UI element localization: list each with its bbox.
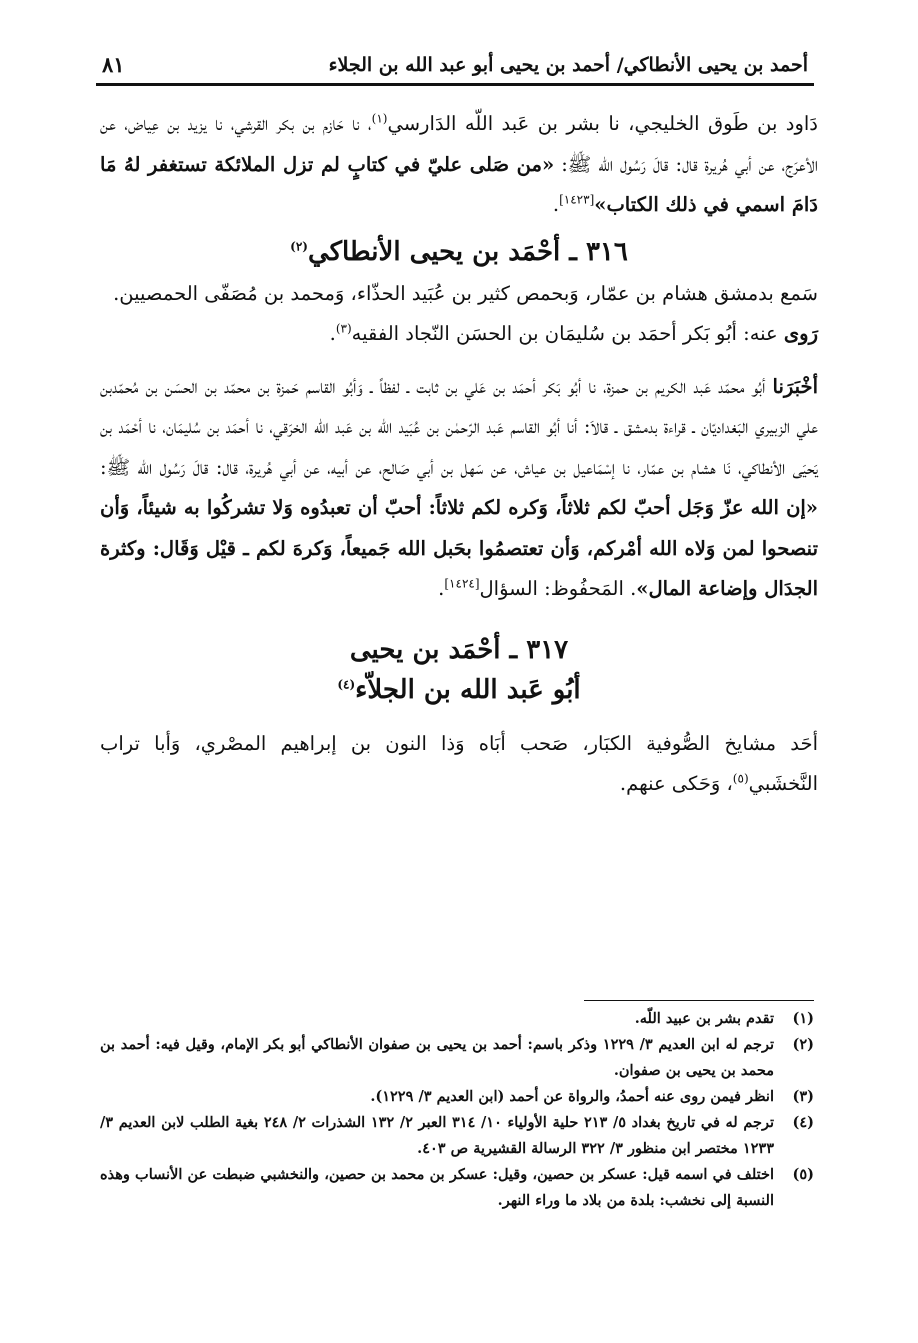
paragraph-text: دَاود بن طَوق الخليجي، نا بشر بن عَبد اللّه الدَارسي — [387, 112, 818, 135]
footnote-text: تقدم بشر بن عبيد اللّه. — [634, 1010, 774, 1027]
footnote-ref: (٢) — [290, 238, 308, 253]
main-text — [100, 104, 818, 805]
footnote — [100, 1006, 814, 1032]
paragraph-text: ، وَحَكى عنهم. — [619, 772, 733, 795]
footnote — [100, 1032, 814, 1084]
footnote-number: (٣) — [792, 1088, 814, 1105]
entry-title: ٣١٦ ـ أحْمَد بن يحيى الأنطاكي — [307, 236, 628, 267]
paragraph-text: . — [329, 322, 336, 345]
hadith-number: [١٤٢٤] — [444, 576, 480, 591]
hadith-quote: «إن الله عزّ وَجَل أحبّ لكم ثلاثاً، وَكره لكم ثلاثاً: أحبّ أن تعبدُوه وَلا تشركُوا به شيئاً، وَأن تنصحوا لمن وَلاه الله أمْركم، وَأن تعتصمُوا بحَبل الله جَميعاً، وَكرهَ لكم ـ قيْل وَقَال: وكثرة الجدَال وإضاعة المال» — [100, 496, 818, 600]
footnote-ref: (٤) — [337, 676, 356, 691]
page-header — [96, 46, 814, 86]
footnote-number: (٢) — [792, 1036, 814, 1053]
paragraph-label: رَوى — [783, 322, 818, 345]
entry-subtitle-text: أبُو عَبد الله بن الجلاّء — [355, 674, 581, 705]
entry-subtitle — [100, 670, 818, 710]
hadith-number: [١٤٢٣] — [559, 192, 595, 207]
entry-heading-316 — [100, 232, 818, 272]
running-head: أحمد بن يحيى الأنطاكي/ أحمد بن يحيى أبو عبد الله بن الجلاء — [328, 53, 808, 76]
paragraph-hadith-2 — [100, 367, 818, 610]
paragraph-label: أخْبَرَنا — [772, 374, 818, 398]
footnote — [100, 1110, 814, 1162]
footnote-ref: (٥) — [732, 771, 749, 786]
footnote-ref: (١) — [371, 111, 388, 126]
entry-title: ٣١٧ ـ أحْمَد بن يحيى — [349, 634, 569, 665]
footnote-divider — [584, 1000, 814, 1001]
spacer — [100, 355, 818, 367]
paragraph-text: . المَحفُوظ: السؤال — [479, 577, 637, 600]
paragraph-text: عنه: أبُو بَكر أحمَد بن سُليمَان بن الحسَن النّجاد الفقيه — [351, 322, 784, 345]
footnotes — [100, 1006, 814, 1214]
footnote-number: (٤) — [792, 1114, 814, 1131]
paragraph-biography-317 — [100, 724, 818, 805]
entry-heading-317 — [100, 630, 818, 710]
paragraph-narrators — [100, 314, 818, 355]
footnote-text: اختلف في اسمه قيل: عسكر بن حصين، وقيل: عسكر بن محمد بن حصين، والنخشبي ضبطت عن الأنساب وهذه النسبة إلى نخشب: بلدة من بلاد ما وراء النهر. — [100, 1166, 774, 1209]
footnote-number: (٥) — [792, 1166, 814, 1183]
paragraph-text: ، نا حَازم بن بكر القرشي، نا يزيد بن عِياض، عن الأعرَج، عن أبي هُريرة قال: قالَ رَسُول الله ﷺ: — [100, 112, 819, 176]
paragraph-text: . — [438, 577, 445, 600]
paragraph-text: أبُو محمّد عَبد الكريم بن حمزة، نا أبُو بَكر أحمَد بن عَلي بن ثابت ـ لفظاً ـ وَأبُو القاسم حَمزة بن محمّد بن الحسَن بن مُحمّدبن علي الزبيري البَغداديّان ـ قراءة بدمشق ـ قالاَ: أنا أبُو القاسم عَبد الرّحمٰن بن عُبَيد اللّه بن عَبد اللّه الخرَقي، نا أحمَد بن سُليمَان، نا أحْمَد بن يَحيَى الأنطاكي، نَا هشام بن عمّار، نا إسْمَاعيل بن عياش، عن سَهل بن أبي صَالح، عن أبيه، عن أبي هُريرة، قال: قالَ رَسُول الله ﷺ: — [100, 374, 818, 479]
hadith-quote: «من صَلى عليّ في كتابٍ لم تزل الملائكة تستغفر لهُ مَا دَامَ اسمي في ذلك الكتاب» — [100, 152, 818, 216]
paragraph-text: أحَد مشايخ الصُّوفية الكبَار، صَحب أبَاه وَذا النون بن إبراهيم المصْري، وَأبا تراب النَّخشَبي — [100, 731, 818, 795]
paragraph-hadith-1 — [100, 104, 818, 226]
footnote-number: (١) — [792, 1010, 814, 1027]
footnote-text: ترجم له في تاريخ بغداد ٥/ ٢١٣ حلية الأولياء ١٠/ ٣١٤ العبر ٢/ ١٣٢ الشذرات ٢/ ٢٤٨ بغية الطلب لابن العديم ٣/ ١٢٣٣ مختصر ابن منظور ٣/ ٣٢٢ الرسالة القشيرية ص ٤٠٣. — [100, 1114, 774, 1157]
paragraph-text: . — [552, 193, 560, 216]
paragraph-biography: سَمع بدمشق هشام بن عمّار، وَبحمص كثير بن عُبَيد الحذّاء، وَمحمد بن مُصَفّى الحمصيين. — [113, 281, 818, 305]
footnote — [100, 1162, 814, 1214]
footnote — [100, 1084, 814, 1110]
page-number: ٨١ — [102, 52, 125, 77]
footnote-text: انظر فيمن روى عنه أحمدُ، والرواة عن أحمد (ابن العديم ٣/ ١٢٢٩). — [370, 1088, 774, 1105]
footnote-text: ترجم له ابن العديم ٣/ ١٢٢٩ وذكر باسم: أحمد بن يحيى بن صفوان الأنطاكي أبو بكر الإمام، وقيل فيه: أحمد بن محمد بن يحيى بن صفوان. — [100, 1036, 774, 1079]
footnote-ref: (٣) — [335, 321, 352, 336]
